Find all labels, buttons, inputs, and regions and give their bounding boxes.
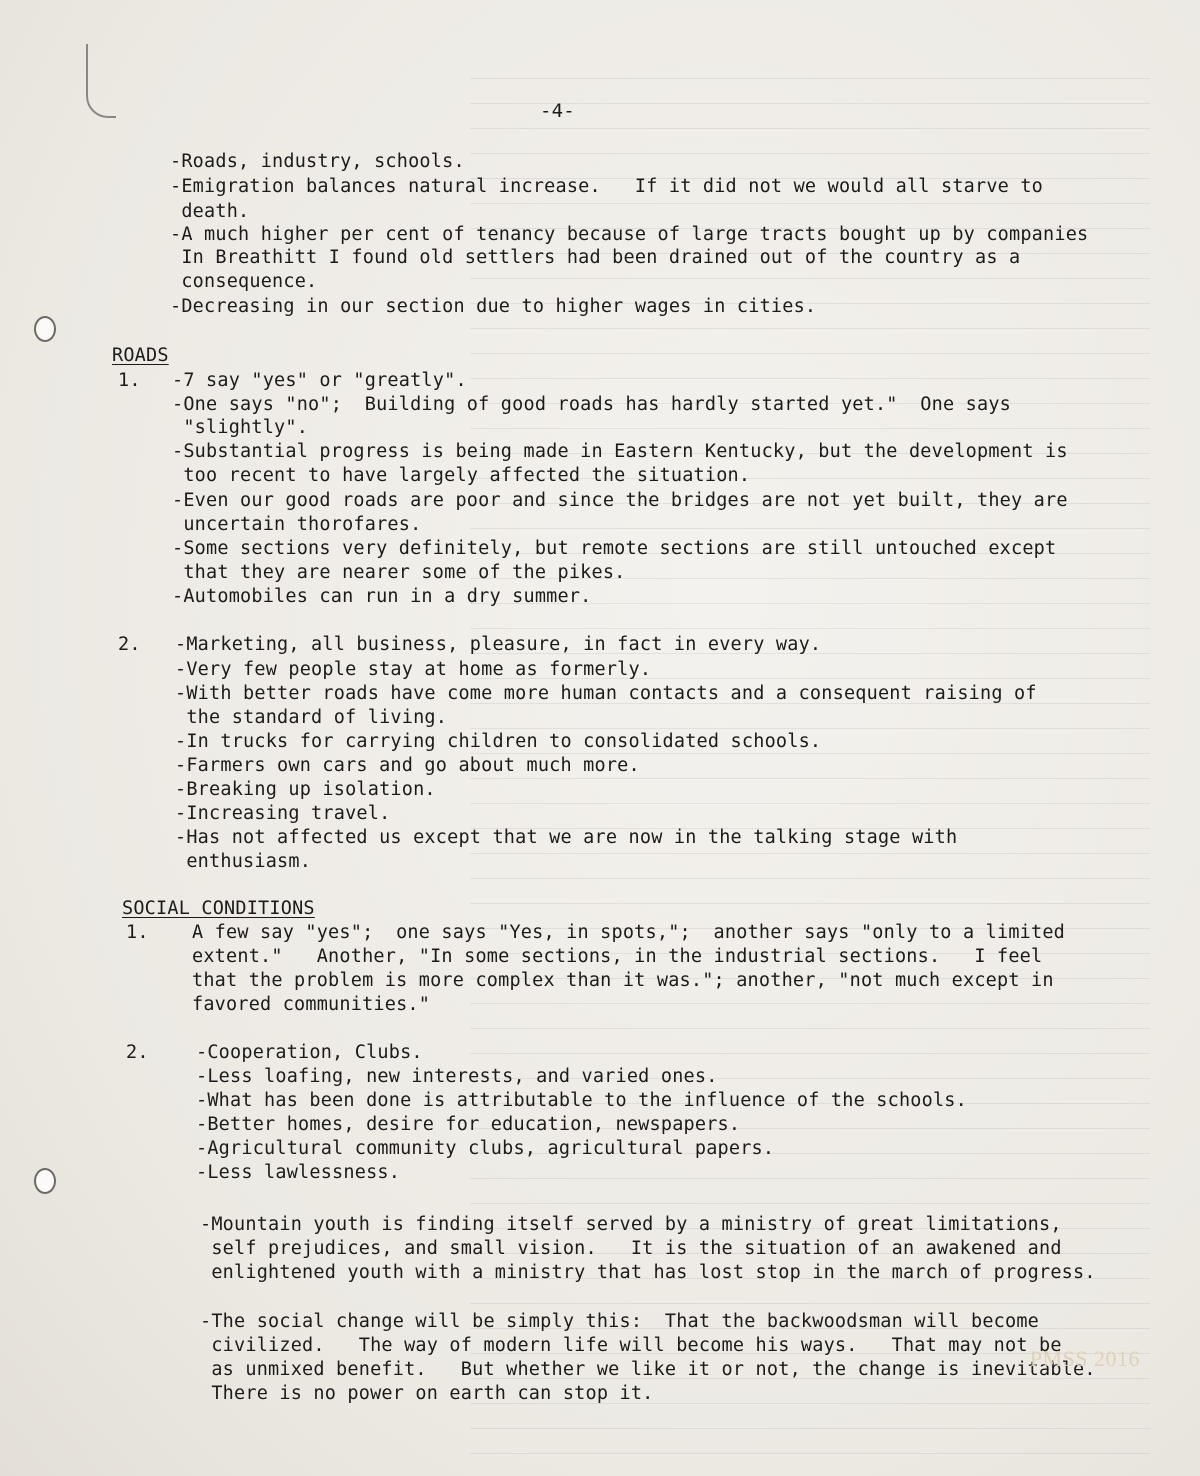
text-line: -Better homes, desire for education, newspapers.: [196, 1114, 741, 1135]
text-line: -Some sections very definitely, but remote sections are still untouched except: [172, 538, 1057, 559]
text-line: -One says "no"; Building of good roads has hardly started yet." One says: [172, 394, 1012, 415]
text-line: -Cooperation, Clubs.: [196, 1042, 423, 1063]
text-line: -Has not affected us except that we are now in the talking stage with: [175, 827, 958, 848]
text-line: -A much higher per cent of tenancy because of large tracts bought up by companies: [170, 224, 1089, 245]
text-line: In Breathitt I found old settlers had been drained out of the country as a: [170, 247, 1021, 268]
text-line: that they are nearer some of the pikes.: [172, 562, 626, 583]
text-line: -Automobiles can run in a dry summer.: [172, 586, 592, 607]
archive-watermark: PMSS 2016: [1029, 1346, 1140, 1371]
text-line: -Farmers own cars and go about much more.: [175, 755, 640, 776]
question-number: 2.: [126, 1042, 149, 1063]
text-line: -In trucks for carrying children to consolidated schools.: [175, 731, 822, 752]
text-line: -The social change will be simply this: That the backwoodsman will become: [200, 1311, 1040, 1332]
text-line: -Breaking up isolation.: [175, 779, 436, 800]
text-line: -Substantial progress is being made in Eastern Kentucky, but the development is: [172, 441, 1068, 462]
text-line: -7 say "yes" or "greatly".: [172, 370, 467, 391]
text-line: -What has been done is attributable to the influence of the schools.: [196, 1090, 967, 1111]
page-number: -4-: [540, 100, 575, 122]
text-line: -Agricultural community clubs, agricultural papers.: [196, 1138, 775, 1159]
text-line: -With better roads have come more human contacts and a consequent raising of: [175, 683, 1037, 704]
section-heading-roads: ROADS: [112, 345, 169, 366]
text-line: favored communities.": [192, 994, 431, 1015]
text-line: as unmixed benefit. But whether we like it or not, the change is inevitable.: [200, 1359, 1096, 1380]
text-line: the standard of living.: [175, 707, 448, 728]
page-tear-mark: [86, 44, 116, 118]
text-line: -Marketing, all business, pleasure, in fact in every way.: [175, 634, 822, 655]
text-line: consequence.: [170, 271, 318, 292]
text-line: enlightened youth with a ministry that has lost stop in the march of progress.: [200, 1262, 1096, 1283]
text-line: -Mountain youth is finding itself served by a ministry of great limitations,: [200, 1214, 1062, 1235]
text-line: -Less lawlessness.: [196, 1162, 401, 1183]
text-line: extent." Another, "In some sections, in the industrial sections. I feel: [192, 946, 1043, 967]
text-line: -Even our good roads are poor and since the bridges are not yet built, they are: [172, 490, 1068, 511]
text-line: -Increasing travel.: [175, 803, 391, 824]
section-heading-social-conditions: SOCIAL CONDITIONS: [122, 898, 315, 919]
text-line: A few say "yes"; one says "Yes, in spots,"; another says "only to a limited: [192, 922, 1066, 943]
text-line: -Very few people stay at home as formerly.: [175, 659, 652, 680]
punch-hole-bottom: [34, 1168, 56, 1194]
text-line: too recent to have largely affected the situation.: [172, 465, 751, 486]
question-number: 1.: [126, 922, 149, 943]
text-line: -Less loafing, new interests, and varied ones.: [196, 1066, 718, 1087]
text-line: civilized. The way of modern life will become his ways. That may not be: [200, 1335, 1062, 1356]
text-line: death.: [170, 201, 250, 222]
text-line: There is no power on earth can stop it.: [200, 1383, 654, 1404]
text-line: -Decreasing in our section due to higher wages in cities.: [170, 296, 817, 317]
text-line: -Roads, industry, schools.: [170, 151, 465, 172]
text-line: that the problem is more complex than it was."; another, "not much except in: [192, 970, 1054, 991]
question-number: 1.: [118, 370, 141, 391]
text-line: uncertain thorofares.: [172, 514, 422, 535]
question-number: 2.: [118, 634, 141, 655]
text-line: self prejudices, and small vision. It is the situation of an awakened and: [200, 1238, 1062, 1259]
text-line: -Emigration balances natural increase. If it did not we would all starve to: [170, 176, 1044, 197]
text-line: "slightly".: [172, 417, 309, 438]
punch-hole-top: [34, 316, 56, 342]
text-line: enthusiasm.: [175, 851, 312, 872]
